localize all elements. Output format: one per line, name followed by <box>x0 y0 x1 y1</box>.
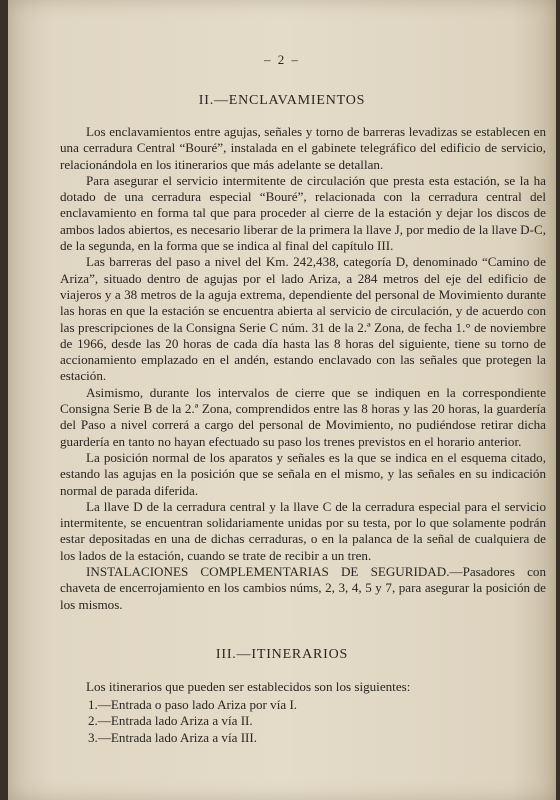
section-title-itinerarios: III.—ITINERARIOS <box>215 647 349 662</box>
paragraph: La posición normal de los aparatos y señales es la que se indica en el esquema citado, estando las agujas en la posición que se señala en el mismo, y las señales en su indicación normal de parada diferida. <box>60 449 546 498</box>
page-number: – 2 – <box>264 52 300 67</box>
document-page <box>8 0 556 800</box>
paragraph: INSTALACIONES COMPLEMENTARIAS DE SEGURIDAD.—Pasadores con chaveta de encerrojamiento en los cambios núms, 2, 3, 4, 5 y 7, para asegurar la posición de los mismos. <box>60 564 546 612</box>
list-item: 3.—Entrada lado Ariza a vía III. <box>88 729 258 745</box>
list-item: 1.—Entrada o paso lado Ariza por vía I. <box>88 697 298 712</box>
section-title-enclavamientos: II.—ENCLAVAMIENTOS <box>198 93 366 108</box>
itinerarios-intro: Los itinerarios que pueden ser establecidos son los siguientes: <box>86 679 411 694</box>
paragraph: Las barreras del paso a nivel del Km. 242,438, categoría D, denominado “Camino de Ariza”, situado dentro de agujas por el lado Ariza, a 284 metros del eje del edificio de viajeros y a 38 metros de la aguja extrema, dependiente del personal de Movimiento durante las horas en que la estación se encuentra abierta al servicio de circulación, y de acuerdo con las prescripciones de la Consigna Serie C núm. 31 de la 2.ª Zona, de fecha 1.° de noviembre de 1966, desde las 20 horas de cada día hasta las 8 horas del siguiente, tiene su torno de accionamiento emplazado en el andén, estando enclavado con las señales que protegen la estación. <box>60 254 546 384</box>
paragraph: Asimismo, durante los intervalos de cierre que se indiquen en la correspondiente Consigna Serie B de la 2.ª Zona, comprendidos entre las 8 horas y las 20 horas, la guardería del Paso a nivel correrá a cargo del personal de Movimiento, no pudiéndose retirar dicha guardería en tanto no hayan efectuado su paso los trenes previstos en el horario anterior. <box>60 384 546 449</box>
paragraph: Para asegurar el servicio intermitente de circulación que presta esta estación, se la ha dotado de una cerradura especial “Bouré”, relacionada con la cerradura central del enclavamiento en forma tal que para proceder al cierre de la estación y dejar los discos de ambos lados abiertos, es necesario liberar de la primera la llave J, por medio de la llave D-C, de la segunda, en la forma que se indica al final del capítulo III. <box>60 172 546 254</box>
itinerarios-list <box>88 697 297 746</box>
list-item: 2.—Entrada lado Ariza a vía II. <box>88 713 253 729</box>
paragraph: Los enclavamientos entre agujas, señales y torno de barreras levadizas se establecen en una cerradura Central “Bouré”, instalada en el gabinete telegráfico del edificio de servicio, relacionándola en los itinerarios que más adelante se detallan. <box>60 124 546 172</box>
section-body-enclavamientos <box>60 124 546 613</box>
paragraph: La llave D de la cerradura central y la llave C de la cerradura especial para el servicio intermitente, se encuentran solidariamente unidas por su testa, por lo que solamente podrán estar depositadas en una de dichas cerraduras, o en la palanca de la señal de cualquiera de los lados de la estación, cuando se trate de recibir a un tren. <box>60 498 546 563</box>
